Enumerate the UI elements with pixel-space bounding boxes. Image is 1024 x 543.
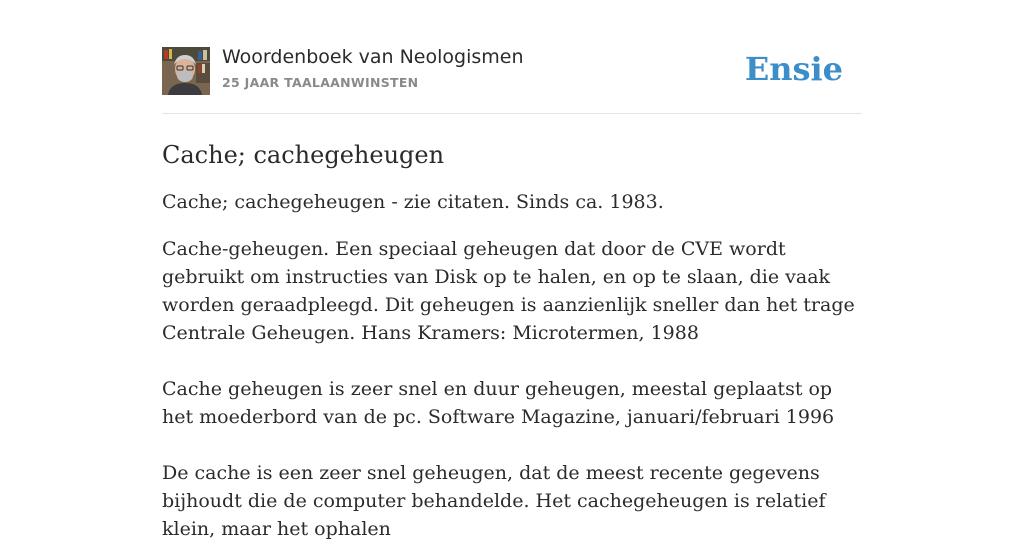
page — [162, 0, 862, 543]
citation-2: Cache geheugen is zeer snel en duur geheugen, meestal geplaatst op het moederbord van de pc. Software Magazine, januari/februari 1996 — [162, 378, 835, 428]
citation-3: De cache is een zeer snel geheugen, dat de meest recente gegevens bijhoudt die de computer behandelde. Het cachegeheugen is relatief klein, maar het ophalen — [162, 462, 826, 540]
avatar-portrait-icon — [162, 47, 210, 95]
site-title[interactable]: Woordenboek van Neologismen — [222, 46, 524, 68]
avatar[interactable] — [162, 47, 210, 95]
citation-1: Cache-geheugen. Een speciaal geheugen dat door de CVE wordt gebruikt om instructies van Disk op te halen, en op te slaan, die vaak worden geraadpleegd. Dit geheugen is aanzienlijk sneller dan het trage Centrale Geheugen. Hans Kramers: Microtermen, 1988 — [162, 238, 855, 344]
site-subtitle: 25 JAAR TAALAANWINSTEN — [222, 75, 419, 90]
entry-summary: Cache; cachegeheugen - zie citaten. Sinds ca. 1983. — [162, 191, 664, 213]
site-header — [162, 0, 862, 114]
brand-logo-link[interactable]: Ensie — [744, 50, 843, 88]
entry-title: Cache; cachegeheugen — [162, 141, 445, 169]
